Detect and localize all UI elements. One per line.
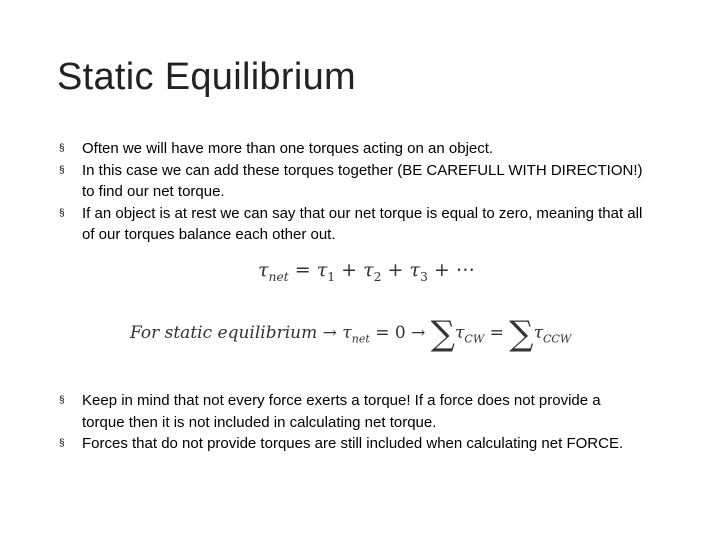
bullet-marker-icon: § xyxy=(59,143,65,154)
bullet-item xyxy=(57,390,647,433)
static-equilibrium-equation xyxy=(130,314,571,354)
bullet-item xyxy=(57,160,647,203)
equation-prefix: For static equilibrium xyxy=(130,323,318,343)
plus-sign: + xyxy=(335,259,364,281)
sigma-icon: ∑ xyxy=(509,314,534,354)
bullet-list-bottom xyxy=(57,390,647,455)
ellipsis: + ⋯ xyxy=(427,259,475,281)
bullet-text: Keep in mind that not every force exerts a torque! If a force does not provide a torque then it is not included in calculating net torque. xyxy=(82,392,601,431)
bullet-marker-icon: § xyxy=(59,395,65,406)
bullet-item xyxy=(57,433,647,455)
tau-symbol: τ xyxy=(533,323,543,343)
subscript-2: 2 xyxy=(373,269,382,284)
bullet-text: Forces that do not provide torques are still included when calculating net FORCE. xyxy=(82,435,624,452)
bullet-item xyxy=(57,138,647,160)
tau-symbol: τ xyxy=(258,259,269,281)
subscript-3: 3 xyxy=(420,269,428,284)
arrow-icon: → xyxy=(317,323,343,343)
subscript-1: 1 xyxy=(327,269,336,284)
bullet-item xyxy=(57,203,647,246)
sigma-icon: ∑ xyxy=(430,314,455,354)
tau-symbol: τ xyxy=(342,323,352,343)
tau-symbol: τ xyxy=(455,323,465,343)
bullet-list-top xyxy=(57,138,647,246)
bullet-marker-icon: § xyxy=(59,207,65,219)
bullet-marker-icon: § xyxy=(59,164,65,176)
bullet-text: If an object is at rest we can say that our net torque is equal to zero, meaning that all of our torques balance each other out. xyxy=(82,204,643,243)
equals-zero-arrow: = 0 → xyxy=(369,323,431,343)
bullet-text: Often we will have more than one torques acting on an object. xyxy=(82,140,494,157)
equals-sign: = xyxy=(484,323,510,343)
net-torque-equation xyxy=(258,259,475,284)
tau-symbol: τ xyxy=(409,259,420,281)
slide-title: Static Equilibrium xyxy=(57,56,356,98)
bullet-text: In this case we can add these torques together (BE CAREFULL WITH DIRECTION!) to find our net torque. xyxy=(82,161,643,200)
net-subscript: net xyxy=(351,332,370,346)
plus-sign: + xyxy=(381,259,410,281)
bullet-marker-icon: § xyxy=(59,438,65,449)
tau-symbol: τ xyxy=(363,259,374,281)
tau-symbol: τ xyxy=(316,259,328,281)
ccw-subscript: CCW xyxy=(542,332,572,346)
net-subscript: net xyxy=(268,269,289,284)
cw-subscript: CW xyxy=(464,332,485,346)
equals-sign: = xyxy=(288,259,317,281)
